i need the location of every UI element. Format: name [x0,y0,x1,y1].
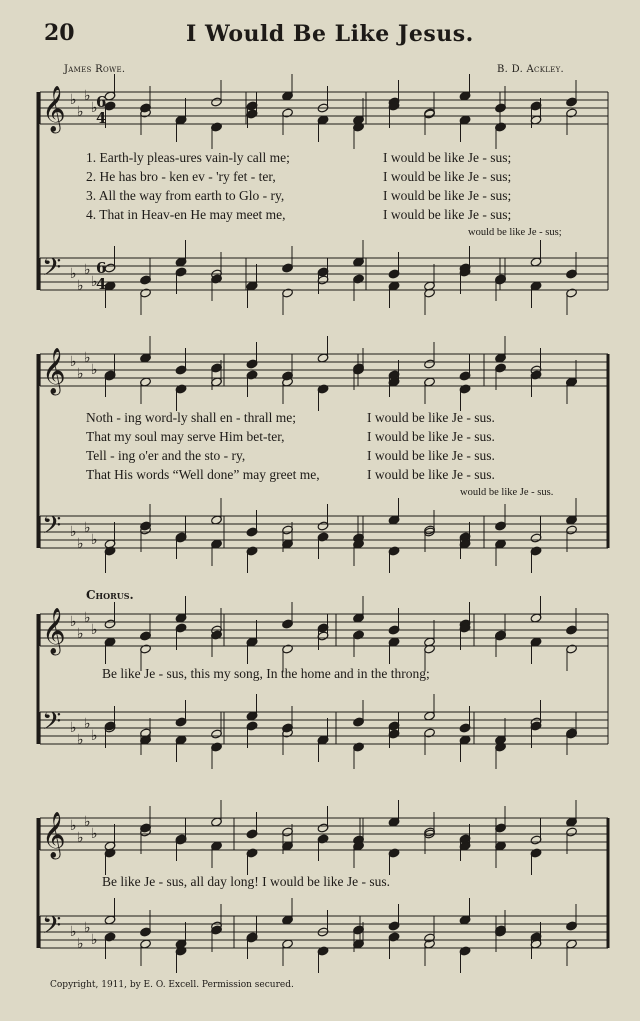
lyricist: James Rowe. [64,64,126,75]
verse-1-line-1: 1. Earth-ly pleas-ures vain-ly call me; [86,150,290,165]
copyright-notice: Copyright, 1911, by E. O. Excell. Permission secured. [50,980,294,990]
bass-clef: 𝄢 [42,253,62,288]
flat-sign: ♭ [70,92,77,108]
verse-1-line-2: Noth - ing word-ly shall en - thrall me; [86,410,296,425]
flat-sign: ♭ [91,622,98,638]
page-number: 20 [44,20,75,46]
flat-sign: ♭ [84,350,91,366]
flat-sign: ♭ [70,266,77,282]
bass-clef: 𝄢 [42,707,62,742]
bass-clef: 𝄢 [42,911,62,946]
bass-clef: 𝄢 [42,511,62,546]
refrain-4: I would be like Je - sus; [383,207,512,222]
refrain-1: I would be like Je - sus; [383,150,512,165]
time-signature: 6 [96,93,107,111]
refrain-2: I would be like Je - sus; [383,169,512,184]
flat-sign: ♭ [70,614,77,630]
chorus-line-1: Be like Je - sus, this my song, In the home and in the throng; [102,666,430,681]
refrain-6: I would be like Je - sus. [367,429,495,444]
chorus-line-2: Be like Je - sus, all day long! I would be like Je - sus. [102,874,390,889]
composer: B. D. Ackley. [497,64,564,75]
flat-sign: ♭ [77,536,84,552]
flat-sign: ♭ [84,610,91,626]
flat-sign: ♭ [77,278,84,294]
verse-2-line-2: That my soul may serve Him bet-ter, [86,429,285,444]
verse-2-line-1: 2. He has bro - ken ev - 'ry fet - ter, [86,169,276,184]
flat-sign: ♭ [91,532,98,548]
refrain-8: I would be like Je - sus. [367,467,495,482]
treble-clef: 𝄞 [42,86,66,132]
flat-sign: ♭ [77,936,84,952]
treble-clef: 𝄞 [42,812,66,858]
flat-sign: ♭ [70,354,77,370]
flat-sign: ♭ [91,932,98,948]
bass-echo-1: would be like Je - sus; [468,227,562,238]
flat-sign: ♭ [84,716,91,732]
flat-sign: ♭ [91,728,98,744]
flat-sign: ♭ [84,262,91,278]
bass-echo-2: would be like Je - sus. [460,487,554,498]
refrain-7: I would be like Je - sus. [367,448,495,463]
flat-sign: ♭ [77,732,84,748]
flat-sign: ♭ [77,830,84,846]
flat-sign: ♭ [84,814,91,830]
verse-3-line-1: 3. All the way from earth to Glo - ry, [86,188,285,203]
flat-sign: ♭ [91,100,98,116]
verse-4-line-1: 4. That in Heav-en He may meet me, [86,207,286,222]
flat-sign: ♭ [77,626,84,642]
refrain-5: I would be like Je - sus. [367,410,495,425]
chorus-label: Chorus. [86,588,134,602]
flat-sign: ♭ [91,274,98,290]
flat-sign: ♭ [70,720,77,736]
flat-sign: ♭ [84,920,91,936]
time-signature: 6 [96,259,107,277]
time-signature: 4 [96,275,107,293]
flat-sign: ♭ [70,524,77,540]
flat-sign: ♭ [91,826,98,842]
flat-sign: ♭ [84,520,91,536]
refrain-3: I would be like Je - sus; [383,188,512,203]
flat-sign: ♭ [84,88,91,104]
flat-sign: ♭ [91,362,98,378]
flat-sign: ♭ [70,924,77,940]
flat-sign: ♭ [77,104,84,120]
hymn-title: I Would Be Like Jesus. [186,21,474,47]
verse-4-line-2: That His words “Well done” may greet me, [86,467,320,482]
verse-3-line-2: Tell - ing o'er and the sto - ry, [86,448,246,463]
flat-sign: ♭ [70,818,77,834]
flat-sign: ♭ [77,366,84,382]
treble-clef: 𝄞 [42,608,66,654]
time-signature: 4 [96,109,107,127]
treble-clef: 𝄞 [42,348,66,394]
